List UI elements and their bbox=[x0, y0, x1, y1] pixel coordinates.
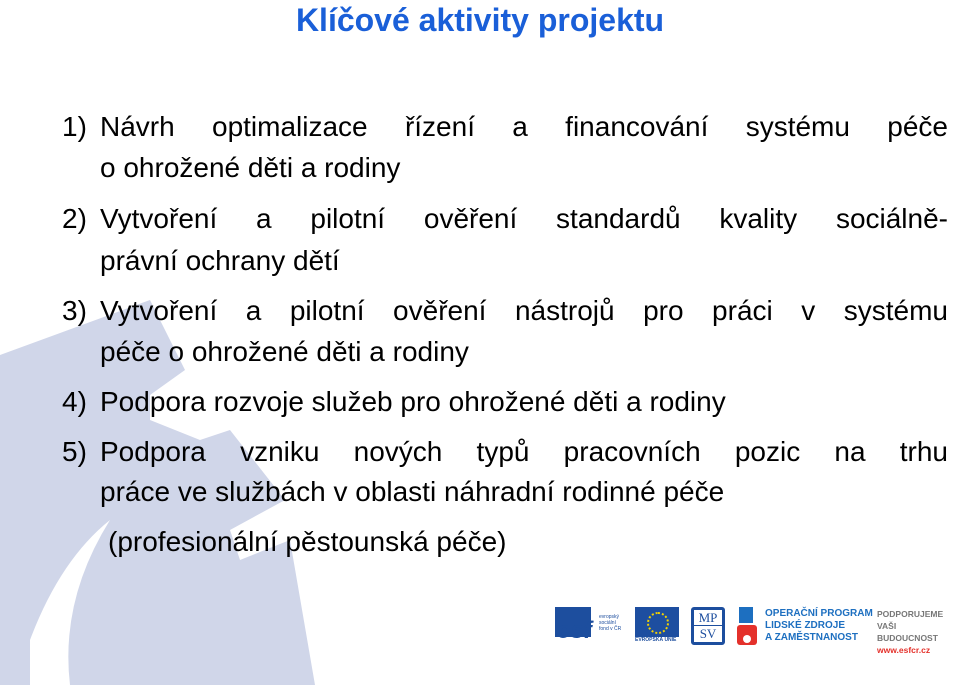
item-line: Vytvoření a pilotní ověření nástrojů pro práci v systému bbox=[100, 295, 948, 326]
item-number: 4) bbox=[62, 386, 87, 417]
item-line: Podpora rozvoje služeb pro ohrožené děti a rodiny bbox=[100, 386, 726, 417]
item-line: (profesionální pěstounská péče) bbox=[108, 526, 507, 557]
item-number: 2) bbox=[62, 203, 87, 234]
item-number: 5) bbox=[62, 436, 87, 467]
item-line: Vytvoření a pilotní ověření standardů kvality sociálně- bbox=[100, 203, 948, 234]
item-number: 1) bbox=[62, 111, 87, 142]
esf-logo: esf evropský sociální fond v ČR bbox=[555, 605, 625, 647]
logo-strip bbox=[555, 605, 955, 655]
item-line: o ohrožené děti a rodiny bbox=[100, 152, 401, 183]
slide-title: Klíčové aktivity projektu bbox=[295, 2, 665, 38]
item-number: 3) bbox=[62, 295, 87, 326]
op-lzz-puzzle-icon bbox=[737, 607, 759, 645]
item-line: Návrh optimalizace řízení a financování systému péče bbox=[100, 111, 948, 142]
mpsv-logo: MP SV bbox=[691, 607, 725, 645]
eu-flag-logo: EVROPSKÁ UNIE bbox=[635, 607, 679, 647]
item-line: práce ve službách v oblasti náhradní rodinné péče bbox=[100, 476, 725, 507]
esfcr-link: www.esfcr.cz bbox=[877, 645, 931, 655]
op-lzz-logo-text: OPERAČNÍ PROGRAM LIDSKÉ ZDROJE A ZAMĚSTNANOST bbox=[765, 608, 873, 643]
slogan-text: PODPORUJEME VAŠI BUDOUCNOST www.esfcr.cz bbox=[877, 608, 955, 656]
item-line: Podpora vzniku nových typů pracovních pozic na trhu bbox=[100, 436, 948, 467]
item-line: péče o ohrožené děti a rodiny bbox=[100, 336, 469, 367]
item-line: právní ochrany dětí bbox=[100, 245, 340, 276]
